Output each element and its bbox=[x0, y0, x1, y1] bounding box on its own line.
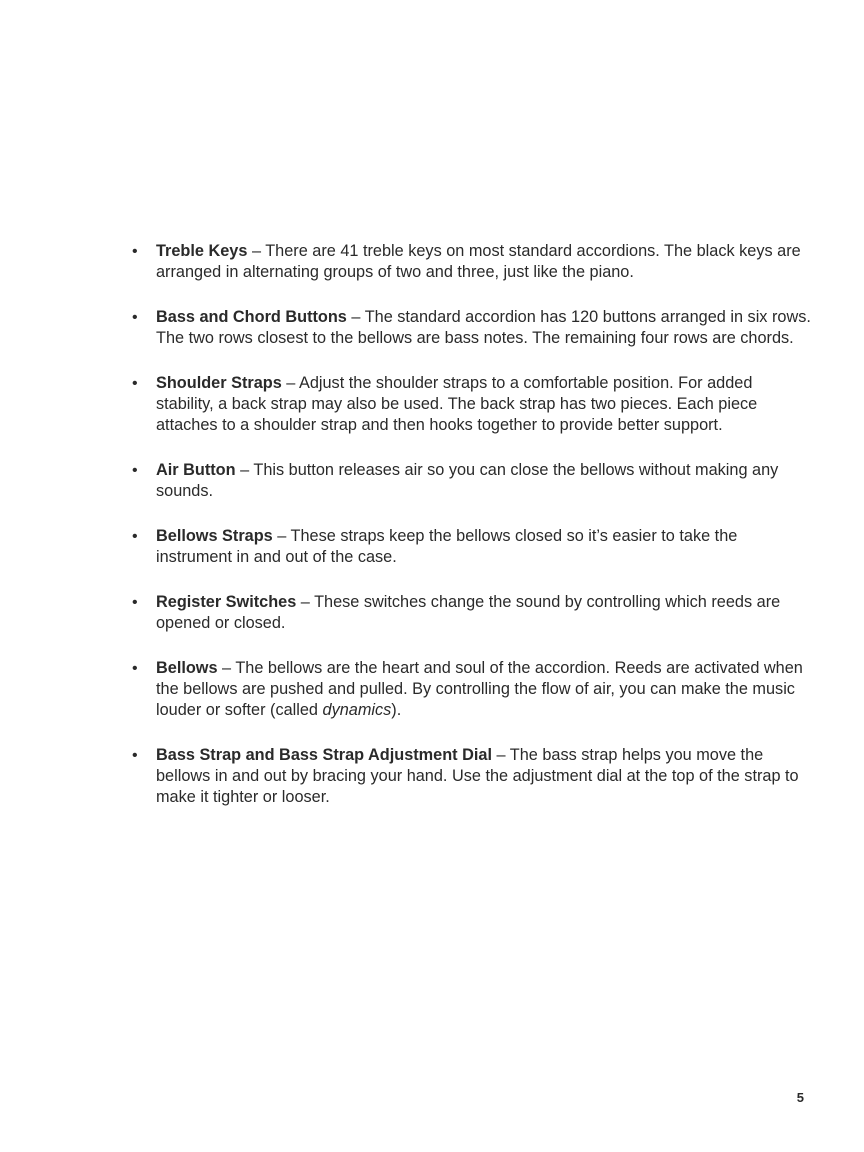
page-number: 5 bbox=[796, 1090, 804, 1105]
item-description: These switches change the sound by controlling which reeds are opened or closed. bbox=[156, 592, 781, 633]
bullet: • bbox=[132, 659, 138, 677]
list-item-air-button bbox=[132, 460, 812, 503]
dash: – bbox=[247, 242, 266, 260]
term-label: Shoulder Straps bbox=[156, 373, 282, 392]
bullet: • bbox=[132, 527, 138, 545]
accordion-parts-list bbox=[132, 241, 812, 832]
list-item-bass-strap bbox=[132, 745, 812, 809]
list-item-register-switches bbox=[132, 592, 812, 635]
dash: – bbox=[235, 460, 254, 479]
term-label: Bass Strap and Bass Strap Adjustment Dial bbox=[156, 745, 492, 764]
dash: – bbox=[272, 526, 291, 545]
list-item-treble-keys bbox=[132, 241, 812, 284]
term-label: Treble Keys bbox=[156, 242, 248, 260]
dash: – bbox=[281, 373, 299, 392]
bullet: • bbox=[132, 374, 138, 392]
item-description: The standard accordion has 120 buttons arranged in six rows. The two rows closest to the bellows are bass notes. The remaining four rows are chords. bbox=[156, 307, 811, 348]
item-description: Adjust the shoulder straps to a comfortable position. For added stability, a back strap may also be used. The back strap has two pieces. Each piece attaches to a shoulder strap and then hooks together to provide better support. bbox=[156, 373, 758, 435]
item-description: There are 41 treble keys on most standard accordions. The black keys are arranged in alternating groups of two and three, just like the piano. bbox=[156, 242, 801, 282]
item-description: The bass strap helps you move the bellows in and out by bracing your hand. Use the adjustment dial at the top of the strap to make it tighter or looser. bbox=[156, 745, 799, 807]
term-label: Bellows bbox=[156, 658, 218, 677]
dash: – bbox=[491, 745, 510, 764]
term-label: Air Button bbox=[156, 460, 236, 479]
bullet: • bbox=[132, 243, 138, 260]
bullet: • bbox=[132, 746, 138, 764]
list-item-bass-chord-buttons bbox=[132, 307, 812, 350]
term-label: Register Switches bbox=[156, 592, 297, 611]
item-description: This button releases air so you can close the bellows without making any sounds. bbox=[156, 460, 779, 501]
term-label: Bass and Chord Buttons bbox=[156, 307, 347, 326]
dash: – bbox=[296, 592, 315, 611]
item-description: The bellows are the heart and soul of the accordion. Reeds are activated when the bellows are pushed and pulled. By controlling the flow of air, you can make the music louder or softer (called bbox=[156, 658, 803, 720]
list-item-bellows bbox=[132, 658, 812, 722]
list-item-shoulder-straps bbox=[132, 373, 812, 437]
list-item-bellows-straps bbox=[132, 526, 812, 569]
bullet: • bbox=[132, 593, 138, 611]
dash: – bbox=[217, 658, 236, 677]
italic-term: dynamics bbox=[322, 701, 392, 720]
term-label: Bellows Straps bbox=[156, 526, 273, 545]
item-description: These straps keep the bellows closed so it’s easier to take the instrument in and out of the case. bbox=[156, 526, 738, 567]
bullet: • bbox=[132, 461, 138, 479]
item-description-end: ). bbox=[391, 701, 402, 720]
bullet: • bbox=[132, 308, 138, 326]
dash: – bbox=[346, 307, 365, 326]
